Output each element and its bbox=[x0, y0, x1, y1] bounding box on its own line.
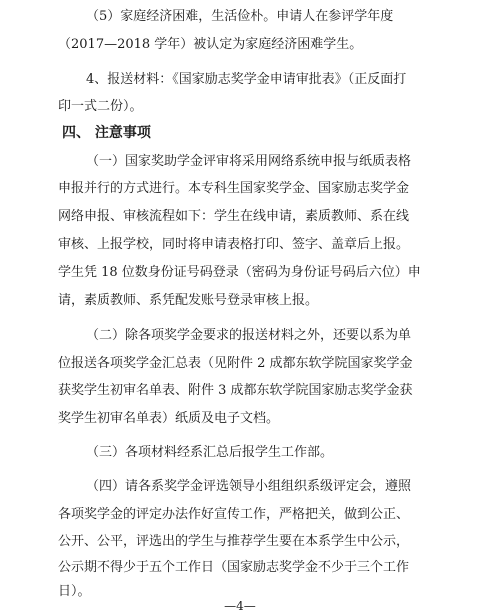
text-line: 公开、公平，评选出的学生与推荐学生要在本系学生中公示， bbox=[58, 534, 410, 549]
text-line: 学生凭 18 位数身份证号码登录（密码为身份证号码后六位）申 bbox=[58, 265, 421, 280]
text-line: 4、报送材料：《国家励志奖学金申请审批表》（正反面打 bbox=[86, 72, 407, 87]
text-line: 位报送各项奖学金汇总表（见附件 2 成都东软学院国家奖学金 bbox=[58, 356, 413, 371]
text-line: （一）国家奖助学金评审将采用网络系统申报与纸质表格 bbox=[86, 154, 412, 169]
text-line: 日）。 bbox=[58, 584, 91, 599]
text-line: 申报并行的方式进行。本专科生国家奖学金、国家励志奖学金 bbox=[58, 181, 410, 196]
text-line: 审核、上报学校，同时将申请表格打印、签字、盖章后上报。 bbox=[58, 237, 410, 252]
text-line: 公示期不得少于五个工作日（国家励志奖学金不少于三个工作 bbox=[58, 560, 410, 575]
text-line: 印一式二份）。 bbox=[58, 99, 143, 114]
section-heading: 四、 注意事项 bbox=[62, 125, 151, 141]
page-number: —4— bbox=[224, 599, 256, 613]
text-line: 各项奖学金的评定办法作好宣传工作，严格把关，做到公正、 bbox=[58, 507, 410, 522]
text-line: （5）家庭经济困难，生活俭朴。申请人在参评学年度 bbox=[86, 9, 394, 24]
text-line: 奖学生初审名单表）纸质及电子文档。 bbox=[58, 411, 280, 426]
text-line: 获奖学生初审名单表、附件 3 成都东软学院国家励志奖学金获 bbox=[58, 383, 413, 398]
text-line: 网络申报、审核流程如下：学生在线申请，素质教师、系在线 bbox=[58, 209, 410, 224]
text-line: 请，素质教师、系凭配发账号登录审核上报。 bbox=[58, 293, 319, 308]
text-line: （2017—2018 学年）被认定为家庭经济困难学生。 bbox=[58, 37, 363, 52]
text-line: （四）请各系奖学金评选领导小组组织系级评定会，遵照 bbox=[86, 479, 412, 494]
text-line: （三）各项材料经系汇总后报学生工作部。 bbox=[86, 445, 334, 460]
text-line: （二）除各项奖学金要求的报送材料之外，还要以系为单 bbox=[86, 328, 412, 343]
